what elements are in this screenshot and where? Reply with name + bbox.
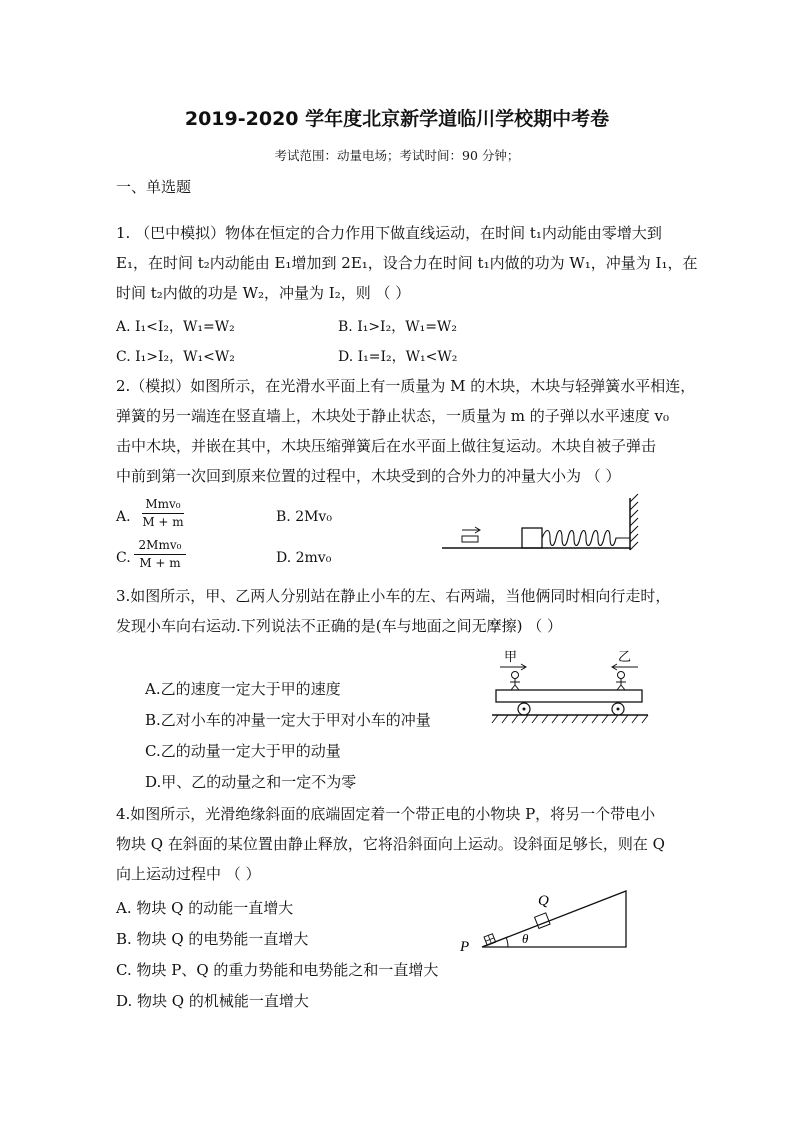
q2-option-d: D. 2mv₀ bbox=[276, 550, 332, 566]
q4-option-d: D. 物块 Q 的机械能一直增大 bbox=[116, 992, 309, 1010]
wall-hatch bbox=[630, 494, 638, 550]
q2-option-b: B. 2Mv₀ bbox=[276, 509, 332, 525]
q2-line3: 击中木块，并嵌在其中，木块压缩弹簧后在水平面上做往复运动。木块自被子弹击 bbox=[116, 437, 657, 455]
q4-line3: 向上运动过程中 （ ） bbox=[116, 865, 261, 883]
label-theta: θ bbox=[522, 931, 529, 946]
q4-option-b: B. 物块 Q 的电势能一直增大 bbox=[116, 930, 309, 948]
q4-line2: 物块 Q 在斜面的某位置由静止释放，它将沿斜面向上运动。设斜面足够长，则在 Q bbox=[116, 835, 665, 853]
person-jia bbox=[510, 672, 520, 691]
q4-option-a: A. 物块 Q 的动能一直增大 bbox=[116, 899, 294, 917]
page-title: 2019-2020 学年度北京新学道临川学校期中考卷 bbox=[184, 108, 610, 130]
cart-axle-right bbox=[617, 708, 620, 711]
bullet bbox=[462, 536, 478, 542]
q3-option-c: C.乙的动量一定大于甲的动量 bbox=[145, 742, 341, 760]
cart-figure bbox=[490, 645, 650, 730]
q2-option-a-denominator: M + m bbox=[142, 515, 184, 529]
spring bbox=[542, 531, 630, 546]
q2-line1: 2.（模拟）如图所示，在光滑水平面上有一质量为 M 的木块，木块与轻弹簧水平相连， bbox=[116, 377, 696, 395]
cart-body bbox=[496, 690, 642, 702]
q2-line2: 弹簧的另一端连在竖直墙上，木块处于静止状态，一质量为 m 的子弹以水平速度 v₀ bbox=[116, 407, 670, 425]
spring-block-figure bbox=[440, 490, 650, 560]
incline-plane bbox=[482, 891, 626, 947]
cart-ground-hatch bbox=[492, 715, 648, 723]
incline-figure bbox=[452, 885, 637, 960]
q1-option-c: C. I₁>I₂，W₁<W₂ bbox=[116, 349, 235, 365]
q1-line1: 1. （巴中模拟）物体在恒定的合力作用下做直线运动，在时间 t₁内动能由零增大到 bbox=[116, 224, 662, 242]
q2-option-c-label: C. bbox=[116, 550, 131, 566]
fig-label-jia: 甲 bbox=[504, 649, 518, 664]
q1-option-b: B. I₁>I₂，W₁=W₂ bbox=[338, 319, 457, 335]
q2-option-c-denominator: M + m bbox=[139, 556, 181, 570]
q2-option-c-fraction bbox=[134, 538, 186, 570]
label-p: P bbox=[460, 939, 470, 955]
q3-option-a: A.乙的速度一定大于甲的速度 bbox=[145, 680, 341, 698]
q2-line4: 中前到第一次回到原来位置的过程中，木块受到的合外力的冲量大小为 （ ） bbox=[116, 467, 621, 485]
person-yi bbox=[616, 672, 626, 691]
q2-option-c-numerator: 2Mmv₀ bbox=[134, 538, 186, 555]
q2-option-a-fraction bbox=[142, 497, 184, 529]
cart-axle-left bbox=[523, 708, 526, 711]
section-heading: 一、单选题 bbox=[116, 178, 192, 196]
q1-line2: E₁，在时间 t₂内动能由 E₁增加到 2E₁，设合力在时间 t₁内做的功为 W₁，冲量为 I₁，在 bbox=[116, 254, 698, 272]
wood-block bbox=[522, 528, 542, 548]
q4-option-c: C. 物块 P、Q 的重力势能和电势能之和一直增大 bbox=[116, 961, 439, 979]
q1-line3: 时间 t₂内做的功是 W₂，冲量为 I₂，则 （ ） bbox=[116, 284, 411, 302]
exam-info: 考试范围：动量电场；考试时间：90 分钟； bbox=[274, 148, 520, 163]
q1-option-d: D. I₁=I₂，W₁<W₂ bbox=[338, 349, 458, 365]
fig-label-yi: 乙 bbox=[618, 649, 632, 664]
q3-option-b: B.乙对小车的冲量一定大于甲对小车的冲量 bbox=[145, 711, 431, 729]
q4-line1: 4.如图所示，光滑绝缘斜面的底端固定着一个带正电的小物块 P，将另一个带电小 bbox=[116, 805, 656, 823]
q3-line1: 3.如图所示，甲、乙两人分别站在静止小车的左、右两端，当他俩同时相向行走时， bbox=[116, 587, 671, 605]
q1-option-a: A. I₁<I₂，W₁=W₂ bbox=[116, 319, 235, 335]
q3-option-d: D.甲、乙的动量之和一定不为零 bbox=[145, 773, 357, 791]
label-q: Q bbox=[538, 893, 549, 909]
q3-line2: 发现小车向右运动.下列说法不正确的是(车与地面之间无摩擦) （ ） bbox=[116, 617, 563, 635]
angle-arc bbox=[506, 938, 508, 947]
q2-option-a-label: A. bbox=[116, 509, 131, 525]
q2-option-a-numerator: Mmv₀ bbox=[142, 497, 184, 514]
